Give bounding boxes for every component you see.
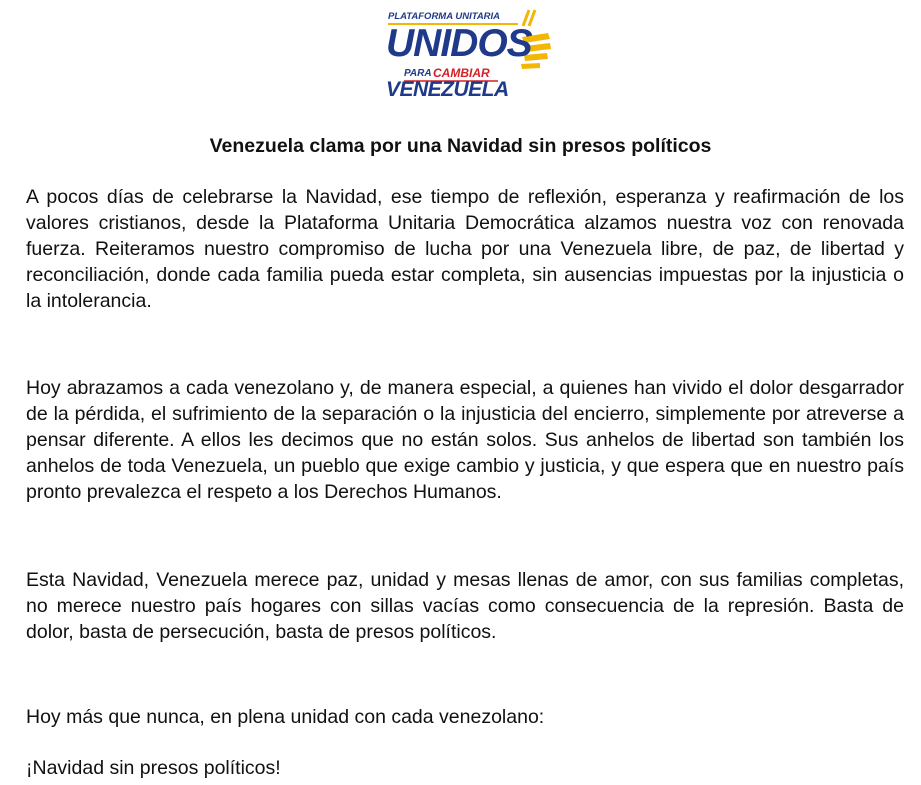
paragraph-3: Esta Navidad, Venezuela merece paz, unidad y mesas llenas de amor, con sus familias completas, no merece nuestro país hogares con sillas vacías como consecuencia de la represión. Basta de dolor, basta de persecución, basta de presos políticos. [26, 569, 904, 643]
logo-cambiar-text: CAMBIAR [433, 66, 490, 80]
paragraph-2: Hoy abrazamos a cada venezolano y, de manera especial, a quienes han vivido el dolor desgarrador de la pérdida, el sufrimiento de la separación o la injusticia del encierro, simplemente por atreverse a pensar diferente. A ellos les decimos que no están solos. Sus anhelos de libertad son también los anhelos de toda Venezuela, un pueblo que exige cambio y justicia, y que espera que en nuestro país pronto prevalezca el respeto a los Derechos Humanos. [26, 377, 904, 503]
plataforma-unitaria-logo [380, 6, 560, 102]
document-title: Venezuela clama por una Navidad sin presos políticos [209, 135, 712, 157]
paragraph-4: Hoy más que nunca, en plena unidad con cada venezolano: [26, 706, 545, 728]
logo-para-text: PARA [404, 68, 432, 79]
logo-country-text: VENEZUELA [386, 78, 509, 101]
logo-main-text: UNIDOS [386, 22, 532, 65]
closing-line: ¡Navidad sin presos políticos! [26, 757, 281, 779]
logo-top-text: PLATAFORMA UNITARIA [388, 11, 501, 22]
paragraph-1: A pocos días de celebrarse la Navidad, ese tiempo de reflexión, esperanza y reafirmación de los valores cristianos, desde la Plataforma Unitaria Democrática alzamos nuestra voz con renovada fuerza. Reiteramos nuestro compromiso de lucha por una Venezuela libre, de paz, de libertad y reconciliación, donde cada familia pueda estar completa, sin ausencias impuestas por la injusticia o la intolerancia. [26, 186, 904, 312]
